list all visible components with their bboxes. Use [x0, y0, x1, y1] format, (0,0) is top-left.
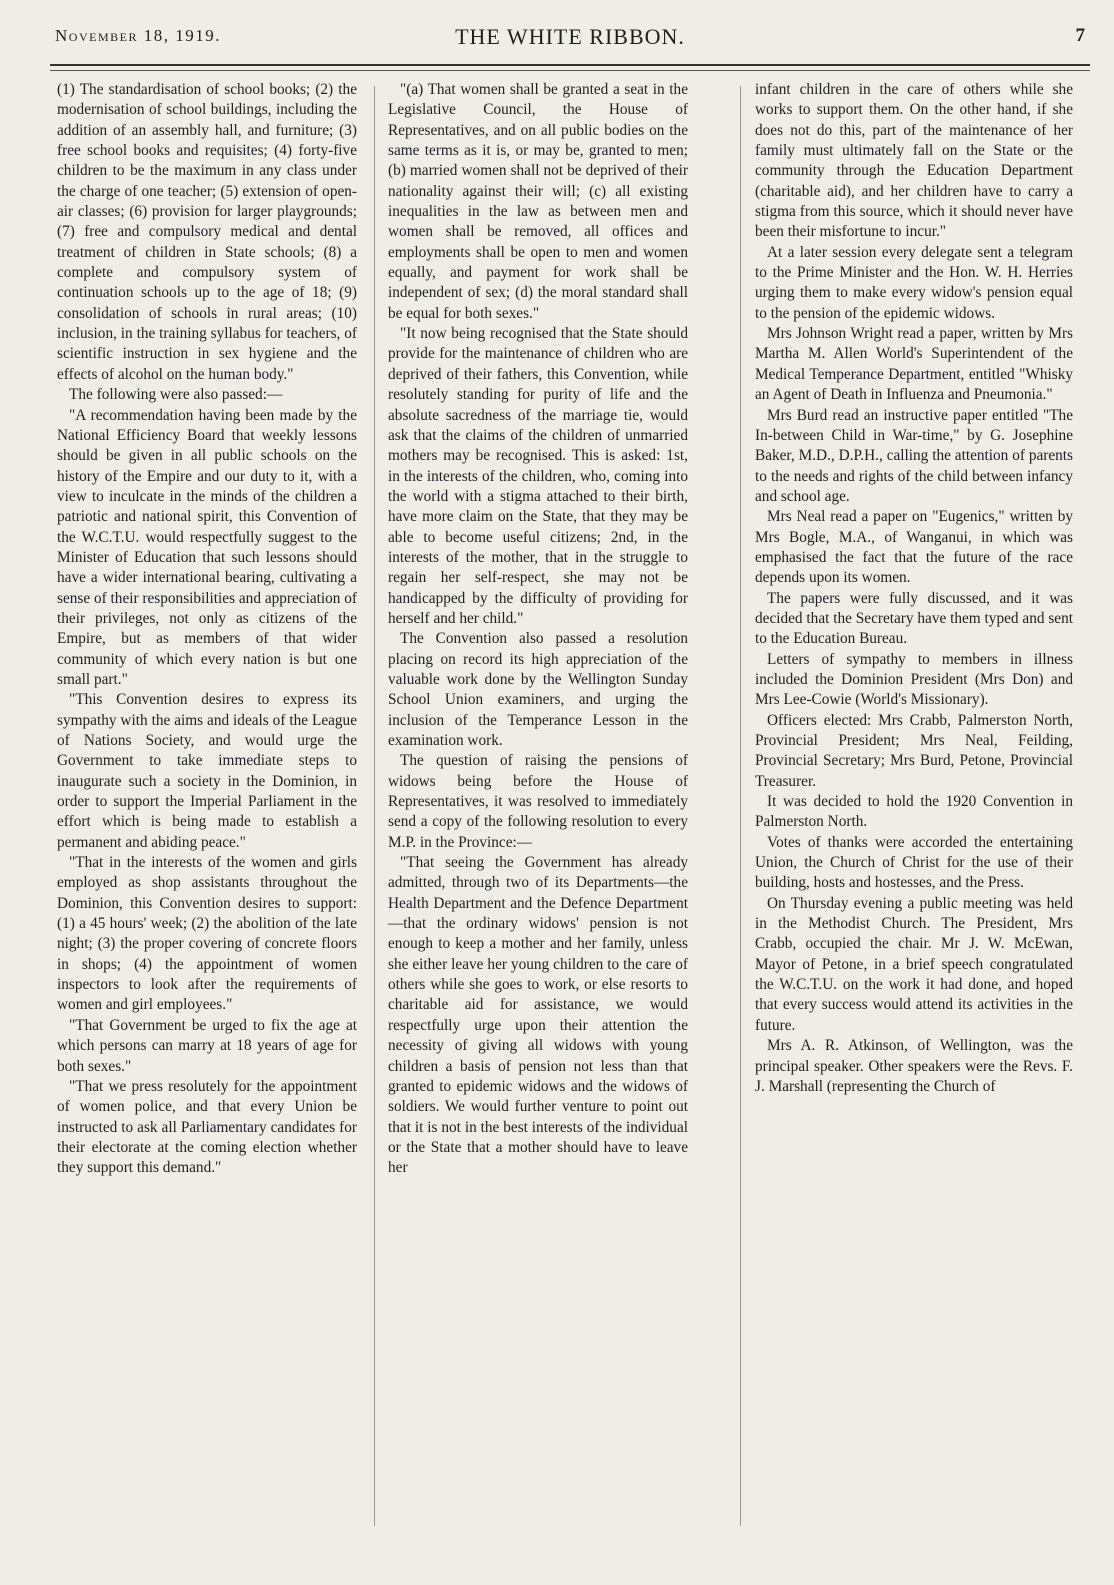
paragraph: Votes of thanks were accorded the entertaining Union, the Church of Christ for the use of their building, hosts and hostesses, and the Press. [755, 833, 1073, 892]
paragraph: On Thursday evening a public meeting was held in the Methodist Church. The President, Mrs Crabb, occupied the chair. Mr J. W. McEwan, Mayor of Petone, in a brief speech congratulated the W.C.T.U. on the work it had done, and hoped that every success would attend its activities in the future. [755, 894, 1073, 1034]
publication-title: THE WHITE RIBBON. [455, 24, 685, 49]
paragraph: (1) The standardisation of school books; (2) the modernisation of school buildings, including the addition of an assembly hall, and furniture; (3) free school books and requisites; (4) forty-five children to be the maximum in any class under the charge of one teacher; (5) extension of open-air classes; (6) provision for larger playgrounds; (7) free and compulsory medical and dental treatment of children in State schools; (8) a complete and compulsory system of continuation schools up to the age of 18; (9) consolidation of schools in rural areas; (10) inclusion, in the training syllabus for teachers, of scientific instruction in sex hygiene and the effects of alcohol on the human body." [57, 81, 357, 383]
issue-date: November 18, 1919. [55, 26, 221, 45]
paragraph: Mrs A. R. Atkinson, of Wellington, was the principal speaker. Other speakers were the Revs. F. J. Marshall (representing the Church of [755, 1037, 1073, 1095]
paragraph: "It now being recognised that the State should provide for the maintenance of children who are deprived of their fathers, this Convention, while resolutely standing for purity of life and the absolute sacredness of the marriage tie, would ask that the claims of the children of unmarried mothers may be recognised. This is asked: 1st, in the interests of the children, who, coming into the world with a stigma attached to their birth, have more claim on the State, that they may be able to become useful citizens; 2nd, in the interests of the mother, that in the struggle to regain her self-respect, she may not be handicapped by the difficulty of providing for herself and her child." [388, 325, 688, 627]
paragraph: "(a) That women shall be granted a seat in the Legislative Council, the House of Representatives, and on all public bodies on the same terms as it is, or may be, granted to men; (b) married women shall not be deprived of their nationality against their will; (c) all existing inequalities in the law as between men and women shall be removed, all offices and employments shall be open to men and women equally, and payment for work shall be independent of sex; (d) the moral standard shall be equal for both sexes." [388, 81, 688, 322]
article-column-2 [388, 80, 688, 1179]
paragraph: "That in the interests of the women and girls employed as shop assistants throughout the Dominion, this Convention desires to support: (1) a 45 hours' week; (2) the abolition of the late night; (3) the proper covering of concrete floors in shops; (4) the appointment of women inspectors to look after the requirements of women and girl employees." [57, 854, 357, 1014]
paragraph: Mrs Neal read a paper on "Eugenics," written by Mrs Bogle, M.A., of Wanganui, in which was emphasised the fact that the future of the race depends upon its women. [755, 508, 1073, 587]
paragraph: Officers elected: Mrs Crabb, Palmerston North, Provincial President; Mrs Neal, Feilding, Provincial Secretary; Mrs Burd, Petone, Provincial Treasurer. [755, 711, 1073, 790]
paragraph: The Convention also passed a resolution placing on record its high appreciation of the valuable work done by the Wellington Sunday School Union examiners, and urging the inclusion of the Temperance Lesson in the examination work. [388, 630, 688, 749]
paragraph: Mrs Johnson Wright read a paper, written by Mrs Martha M. Allen World's Superintendent of the Medical Temperance Department, entitled "Whisky an Agent of Death in Influenza and Pneumonia." [755, 325, 1073, 404]
paragraph: infant children in the care of others while she works to support them. On the other hand, if she does not do this, part of the maintenance of her family must ultimately fall on the State or the community through the Education Department (charitable aid), and her children have to carry a stigma from this source, which it should never have been their misfortune to incur." [755, 81, 1073, 241]
paragraph: At a later session every delegate sent a telegram to the Prime Minister and the Hon. W. H. Herries urging them to make every widow's pension equal to the pension of the epidemic widows. [755, 243, 1073, 322]
article-column-3 [755, 80, 1073, 1097]
masthead [55, 22, 1085, 52]
paragraph: The following were also passed:— [69, 386, 283, 404]
paragraph: It was decided to hold the 1920 Convention in Palmerston North. [755, 793, 1073, 831]
paragraph: "That Government be urged to fix the age at which persons can marry at 18 years of age for both sexes." [57, 1016, 357, 1075]
paragraph: "That we press resolutely for the appointment of women police, and that every Union be instructed to ask all Parliamentary candidates for their electorate at the coming election whether they support this demand." [57, 1077, 357, 1177]
paragraph: The papers were fully discussed, and it was decided that the Secretary have them typed and sent to the Education Bureau. [755, 589, 1073, 648]
paragraph: Mrs Burd read an instructive paper entitled "The In-between Child in War-time," by G. Josephine Baker, M.D., D.P.H., calling the attention of parents to the needs and rights of the child between infancy and school age. [755, 406, 1073, 505]
paragraph: Letters of sympathy to members in illness included the Dominion President (Mrs Don) and Mrs Lee-Cowie (World's Missionary). [755, 650, 1073, 709]
paragraph: The question of raising the pensions of widows being before the House of Representatives, it was resolved to immediately send a copy of the following resolution to every M.P. in the Province:— [388, 752, 688, 851]
page-number: 7 [1075, 25, 1085, 46]
article-column-1 [57, 80, 357, 1179]
paragraph: "A recommendation having been made by the National Efficiency Board that weekly lessons should be given in all public schools on the history of the Empire and our duty to it, with a view to inculcate in the minds of the children a patriotic and national spirit, this Convention of the W.C.T.U. would respectfully suggest to the Minister of Education that such lessons should have a wider international bearing, cultivating a sense of their responsibilities and appreciation of their privileges, not only as citizens of the Empire, but as members of that wider community of which every nation is but one small part." [57, 406, 357, 688]
header-rule-thick [50, 64, 1090, 66]
header-rule-thin [50, 70, 1090, 71]
column-divider [740, 86, 741, 1526]
column-divider [374, 86, 375, 1526]
paragraph: "This Convention desires to express its sympathy with the aims and ideals of the League of Nations Society, and would urge the Government to take immediate steps to inaugurate such a society in the Dominion, in order to support the Imperial Parliament in the effort which is being made to establish a permanent and abiding peace." [57, 691, 357, 851]
paragraph: "That seeing the Government has already admitted, through two of its Departments—the Health Department and the Defence Department—that the ordinary widows' pension is not enough to keep a mother and her family, unless she either leave her young children to the care of others while she goes to work, or else resorts to charitable aid for assistance, we would respectfully urge upon their attention the necessity of giving all widows with young children a basis of pension not less than that granted to epidemic widows and the widows of soldiers. We would further venture to point out that it is not in the best interests of the individual or the State that a mother should have to leave her [388, 854, 688, 1177]
